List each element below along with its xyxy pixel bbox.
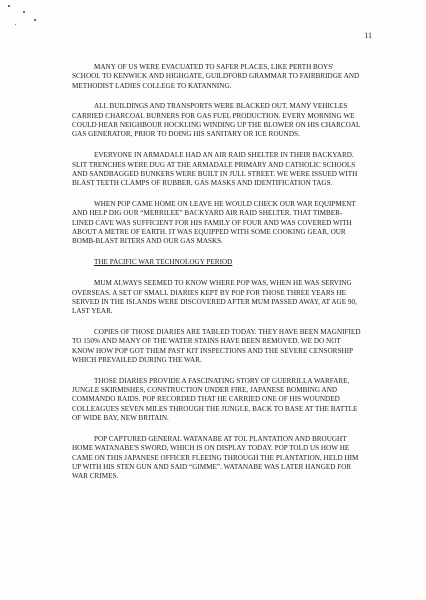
paragraph-merrilee-shelter: WHEN POP CAME HOME ON LEAVE HE WOULD CHECK OUR WAR EQUIPMENT AND HELP DIG OUR “MERRILEE” BACKYARD AIR RAID SHELTER. THAT TIMBER-LINED CAVE WAS SUFFICIENT FOR HIS FAMILY OF FOUR AND WAS COVERED WITH ABOUT A METRE OF EARTH. IT WAS EQUIPPED WITH SOME COOKING GEAR, OUR BOMB-BLAST BITERS AND OUR GAS MASKS.: [72, 199, 356, 246]
paragraph-guerrilla-warfare: THOSE DIARIES PROVIDE A FASCINATING STORY OF GUERRILLA WARFARE, JUNGLE SKIRMISHES, CONSTRUCTION UNDER FIRE, JAPANESE BOMBING AND COMMANDO RAIDS. POP RECORDED THAT HE CARRIED ONE OF HIS WOUNDED COLLEAGUES SEVEN MILES THROUGH THE JUNGLE, BACK TO BASE AT THE BATTLE OF WIDE BAY, NEW BRITAIN.: [72, 376, 358, 423]
paragraph-evacuation: MANY OF US WERE EVACUATED TO SAFER PLACES, LIKE PERTH BOYS' SCHOOL TO KENWICK AND HIGHGATE, GUILDFORD GRAMMAR TO FAIRBRIDGE AND METHODIST LADIES COLLEGE TO KATANNING.: [72, 63, 360, 90]
scan-speck: [8, 5, 10, 7]
paragraph-watanabe: POP CAPTURED GENERAL WATANABE AT TOL PLANTATION AND BROUGHT HOME WATANABE'S SWORD, WHICH IS ON DISPLAY TODAY. POP TOLD US HOW HE CAME ON THIS JAPANESE OFFICER FLEEING THROUGH THE PLANTATION, HELD HIM UP WITH HIS STEN GUN AND SAID “GIMME”. WATANABE WAS LATER HANGED FOR WAR CRIMES.: [72, 434, 359, 481]
paragraph-diaries: MUM ALWAYS SEEMED TO KNOW WHERE POP WAS, WHEN HE WAS SERVING OVERSEAS. A SET OF SMALL DIARIES KEPT BY POP FOR THOSE THREE YEARS HE SERVED IN THE ISLANDS WERE DISCOVERED AFTER MUM PASSED AWAY, AT AGE 90, LAST YEAR.: [72, 279, 357, 316]
paragraph-blackout: ALL BUILDINGS AND TRANSPORTS WERE BLACKED OUT. MANY VEHICLES CARRIED CHARCOAL BURNERS FOR GAS FUEL PRODUCTION. EVERY MORNING WE COULD HEAR NEIGHBOUR HOCKLING WINDING UP THE BLOWER ON HIS CHARCOAL GAS GENERATOR, PRIOR TO DOING HIS SANITARY OR ICE ROUNDS.: [72, 102, 361, 139]
scan-speck: [23, 11, 25, 13]
scan-speck: [15, 24, 16, 25]
document-body: [72, 63, 362, 493]
paragraph-diary-copies: COPIES OF THOSE DIARIES ARE TABLED TODAY. THEY HAVE BEEN MAGNIFIED TO 150% AND MANY OF THE WATER STAINS HAVE BEEN REMOVED. WE DO NOT KNOW HOW POP GOT THEM PAST KIT INSPECTIONS AND THE SEVERE CENSORSHIP WHICH PREVAILED DURING THE WAR.: [72, 327, 361, 364]
paragraph-air-raid-shelters: EVERYONE IN ARMADALE HAD AN AIR RAID SHELTER IN THEIR BACKYARD. SLIT TRENCHES WERE DUG AT THE ARMADALE PRIMARY AND CATHOLIC SCHOOLS AND SANDBAGGED BUNKERS WERE BUILT IN JULL STREET. WE WERE ISSUED WITH BLAST TEETH CLAMPS OF RUBBER, GAS MASKS AND IDENTIFICATION TAGS.: [72, 151, 358, 188]
section-heading: THE PACIFIC WAR TECHNOLOGY PERIOD: [94, 258, 233, 267]
scan-speck: [34, 19, 36, 21]
page-number: 11: [364, 31, 372, 40]
